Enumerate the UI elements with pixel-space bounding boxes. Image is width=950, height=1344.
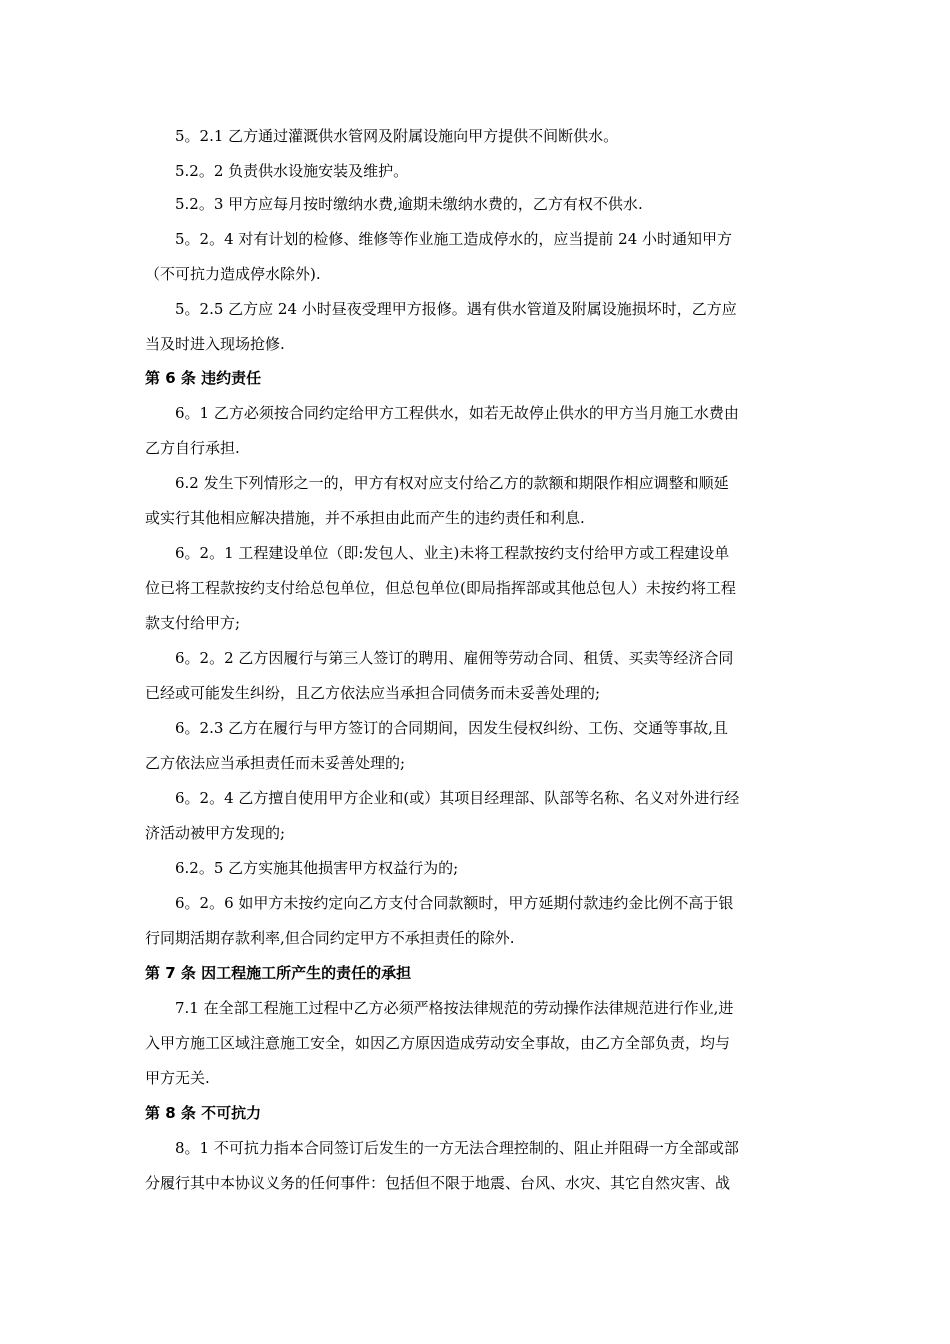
clause-6-1-cont: 乙方自行承担. (145, 439, 240, 457)
clause-5-2-3: 5.2。3 甲方应每月按时缴纳水费,逾期未缴纳水费的，乙方有权不供水. (175, 195, 643, 213)
clause-7-1-cont-2: 甲方无关. (145, 1069, 210, 1087)
clause-5-2-1: 5。2.1 乙方通过灌溉供水管网及附属设施向甲方提供不间断供水。 (175, 127, 619, 145)
clause-6-2-3-cont: 乙方依法应当承担责任而未妥善处理的; (145, 754, 406, 772)
clause-8-1-cont: 分履行其中本协议义务的任何事件：包括但不限于地震、台风、水灾、其它自然灾害、战 (145, 1174, 731, 1192)
clause-5-2-5-cont: 当及时进入现场抢修. (145, 335, 285, 353)
article-8-heading: 第 8 条 不可抗力 (145, 1104, 262, 1122)
clause-6-2-4-cont: 济活动被甲方发现的; (145, 824, 286, 842)
clause-6-2-1-cont-2: 款支付给甲方; (145, 614, 241, 632)
clause-6-2: 6.2 发生下列情形之一的，甲方有权对应支付给乙方的款额和期限作相应调整和顺延 (175, 474, 729, 492)
clause-6-1: 6。1 乙方必须按合同约定给甲方工程供水，如若无故停止供水的甲方当月施工水费由 (175, 404, 739, 422)
clause-7-1: 7.1 在全部工程施工过程中乙方必须严格按法律规范的劳动操作法律规范进行作业,进 (175, 999, 734, 1017)
clause-6-2-2-cont: 已经或可能发生纠纷，且乙方依法应当承担合同债务而未妥善处理的; (145, 684, 601, 702)
clause-5-2-4-cont: （不可抗力造成停水除外). (145, 265, 321, 283)
clause-6-2-6: 6。2。6 如甲方未按约定向乙方支付合同款额时，甲方延期付款违约金比例不高于银 (175, 894, 734, 912)
article-7-heading: 第 7 条 因工程施工所产生的责任的承担 (145, 964, 412, 982)
article-6-heading: 第 6 条 违约责任 (145, 369, 262, 387)
clause-5-2-2: 5.2。2 负责供水设施安装及维护。 (175, 162, 409, 180)
clause-6-2-3: 6。2.3 乙方在履行与甲方签订的合同期间，因发生侵权纠纷、工伤、交通等事故,且 (175, 719, 728, 737)
clause-6-2-4: 6。2。4 乙方擅自使用甲方企业和(或）其项目经理部、队部等名称、名义对外进行经 (175, 789, 740, 807)
clause-6-2-5: 6.2。5 乙方实施其他损害甲方权益行为的; (175, 859, 459, 877)
clause-6-2-cont: 或实行其他相应解决措施，并不承担由此而产生的违约责任和利息. (145, 509, 585, 527)
clause-6-2-1-cont: 位已将工程款按约支付给总包单位，但总包单位(即局指挥部或其他总包人）未按约将工程 (145, 579, 736, 597)
clause-6-2-2: 6。2。2 乙方因履行与第三人签订的聘用、雇佣等劳动合同、租赁、买卖等经济合同 (175, 649, 734, 667)
clause-7-1-cont: 入甲方施工区域注意施工安全，如因乙方原因造成劳动安全事故，由乙方全部负责，均与 (145, 1034, 731, 1052)
clause-6-2-1: 6。2。1 工程建设单位（即:发包人、业主)未将工程款按约支付给甲方或工程建设单 (175, 544, 730, 562)
clause-6-2-6-cont: 行同期活期存款利率,但合同约定甲方不承担责任的除外. (145, 929, 515, 947)
clause-8-1: 8。1 不可抗力指本合同签订后发生的一方无法合理控制的、阻止并阻碍一方全部或部 (175, 1139, 739, 1157)
clause-5-2-5: 5。2.5 乙方应 24 小时昼夜受理甲方报修。遇有供水管道及附属设施损坏时，乙方应 (175, 300, 737, 318)
clause-5-2-4: 5。2。4 对有计划的检修、维修等作业施工造成停水的，应当提前 24 小时通知甲方 (175, 230, 733, 248)
